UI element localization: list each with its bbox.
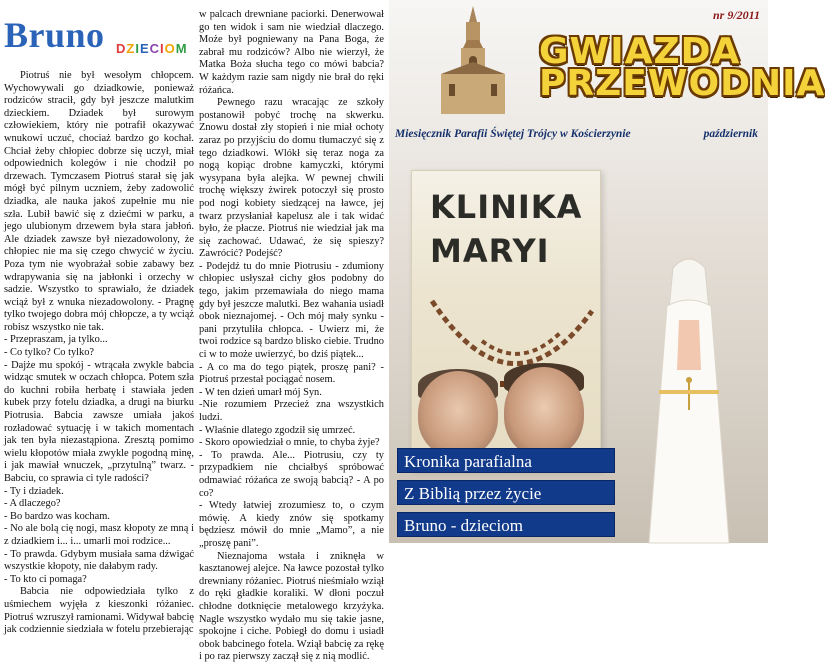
section-title: Bruno bbox=[4, 15, 105, 55]
paragraph: - Przepraszam, ja tylko... bbox=[4, 334, 108, 346]
section-link-biblia[interactable]: Z Biblią przez życie bbox=[397, 480, 615, 505]
badge-letter: C bbox=[149, 41, 161, 56]
mary-statue-icon bbox=[629, 250, 749, 543]
paragraph: - Ty i dziadek. bbox=[4, 485, 64, 497]
section-link-bruno[interactable]: Bruno - dzieciom bbox=[397, 512, 615, 537]
magazine-subtitle: Miesięcznik Parafii Świętej Trójcy w Kościerzynie bbox=[395, 128, 631, 140]
paragraph: - Co tylko? Co tylko? bbox=[4, 347, 95, 359]
banner-line-1: KLINIKA bbox=[430, 188, 583, 226]
banner-text bbox=[430, 185, 590, 273]
paragraph: Babcia nie odpowiedziała tylko z uśmiechem wyjęła z kieszonki różaniec. Piotruś wzruszył ramionami. Widywał babcię jak codziennie siedziała w fotelu przebierając bbox=[4, 586, 194, 636]
story-text-left bbox=[4, 70, 194, 637]
paragraph: - To prawda. Gdybym musiała sama dźwigać wszystkie kłopoty, nie dałabym rady. bbox=[4, 548, 194, 573]
paragraph: - A co ma do tego piątek, proszę pani? - Piotruś przestał pociągać nosem. bbox=[199, 361, 384, 386]
paragraph: - Dajże mu spokój - wtrącała zwykle babcia widząc smutek w oczach chłopca. Potem szła do kuchni robiła herbatę i stawiała jeden kubek przy fotelu dziadka, a drugi na biurku Piotrusia. Babcia zawsze umiała jakoś rozładować sytuację i w takich momentach jak ten była niezastąpiona. Zresztą pomimo wielu kłopotów miała zwykle pogodną minę, i jak mawiał wnuczek, „przytulną” twarz. - Babciu, co sprawia ci tyle radości? bbox=[4, 359, 194, 484]
cover-panel bbox=[389, 0, 825, 543]
badge-letter: I bbox=[160, 41, 165, 56]
badge-letter: E bbox=[139, 41, 150, 56]
child-photo bbox=[418, 371, 498, 457]
magazine-title bbox=[539, 31, 825, 104]
dzieciom-badge bbox=[116, 41, 188, 56]
paragraph: - Wtedy łatwiej zrozumiesz to, o czym mówię. A kiedy znów się spotkamy będziesz mówił do mnie „Mamo”, a nie „proszę pani”. bbox=[199, 500, 384, 549]
banner-line-2: MARYI bbox=[430, 232, 550, 270]
badge-letter: O bbox=[164, 41, 176, 56]
story-text-middle bbox=[199, 9, 384, 664]
paragraph: Pewnego razu wracając ze szkoły postanowił pobyć trochę na skwerku. Znowu dostał zły stopień i nie miał ochoty zaraz po przyjściu do domu tłumaczyć się z tego dziadkowi. Wlókł się teraz noga za nogą kopiąc drobne kamyczki, którymi wysypana była alejka. W pewnej chwili trochę większy żwirek potoczył się prosto pod nogi kobiety siedzącej na ławce, jej twarz przysłaniał kapelusz ale i tak widać było, że płacze. Piotruś nie wiedział jak ma się zachować. Udawać, że się spieszy? Zawrócić? Podejść? bbox=[199, 97, 384, 260]
badge-letter: D bbox=[116, 41, 127, 56]
paragraph: -Nie rozumiem Przecież zna wszystkich ludzi. bbox=[199, 399, 384, 423]
paragraph: - A dlaczego? bbox=[4, 498, 61, 510]
middle-column bbox=[199, 0, 384, 663]
paragraph: - No ale bolą cię nogi, masz kłopoty ze mną i z dziadkiem i... i... umarli moi rodzice... bbox=[4, 523, 194, 547]
church-icon bbox=[433, 4, 513, 114]
badge-letter: Z bbox=[126, 41, 136, 56]
paragraph: - Skoro opowiedział o mnie, to chyba żyje? bbox=[199, 437, 380, 449]
paragraph: w palcach drewniane paciorki. Denerwował go ten widok i sam nie wiedział dlaczego. Może był pogniewany na Pana Boga, że zabrał mu rodziców? Albo nie wierzył, że Matka Boża słucha tego co mówi babcia? W każdym razie sam nigdy nie brał do ręki różańca. bbox=[199, 9, 384, 96]
paragraph: - To kto ci pomaga? bbox=[4, 573, 87, 585]
magazine-title-line-1: GWIAZDA bbox=[539, 31, 741, 72]
paragraph: - W ten dzień umarł mój Syn. bbox=[199, 386, 322, 398]
child-photo bbox=[504, 367, 584, 457]
left-column bbox=[4, 0, 194, 636]
section-link-kronika[interactable]: Kronika parafialna bbox=[397, 448, 615, 473]
paragraph: Piotruś nie był wesołym chłopcem. Wychowywali go dziadkowie, ponieważ rodziców stracił, gdy był jeszcze malutkim dzieckiem. Dziadek był surowym człowiekiem, który nie potrafił okazywać wnukowi uczuć, chociaż bardzo go kochał. Chciał żeby chłopiec dobrze się uczył, miał odpowiednich kolegów i nie chodził po drzewach. Tymczasem Piotruś starał się jak mógł być pilnym uczniem, żeby zadowolić dziadka, ale nauka jakoś zupełnie mu nie szła. Lubił bawić się z dziećmi w parku, a jego ulubionym drzewem była stara jabłoń. Ale dziadek zawsze był niezadowolony, że chłopiec nie ma się czego chwycić w życiu. Poza tym nie wyobrażał sobie zabawy bez wdrapywania się na jabłonki i orzechy w sadzie. Wszystko to sprawiało, że dziadek wciąż był z wnuka niezadowolony. - Pragnę tylko twojego dobra mój chłopcze, a ty wciąż robisz wszystko nie tak. bbox=[4, 70, 194, 333]
issue-number: nr 9/2011 bbox=[712, 8, 760, 22]
badge-letter: I bbox=[135, 41, 140, 56]
magazine-title-line-2: PRZEWODNIA bbox=[539, 63, 825, 104]
paragraph: - To prawda. Ale... Piotrusiu, czy ty przypadkiem nie chciałbyś spróbować odmawiać różańca ze swoją babcią? - A po co? bbox=[199, 449, 384, 499]
issue-month: październik bbox=[703, 128, 758, 140]
klinika-banner bbox=[411, 170, 601, 470]
paragraph: - Właśnie dlatego zgodził się umrzeć. bbox=[199, 424, 356, 436]
paragraph: Nieznajoma wstała i zniknęła w kasztanowej alejce. Na ławce pozostał tylko drewniany różaniec. Piotruś nieśmiało wziął do ręki gładkie koraliki. W dłoni poczuł chłodne dotknięcie metalowego krzyżyka. Nagle wszystko wydało mu się takie jasne, spokojne i ciche. Pobiegł do domu i usiadł obok babcinego fotela. Wziął babcię za rękę i po raz pierwszy zaczął się z nią modlić. bbox=[199, 550, 384, 663]
badge-letter: M bbox=[175, 41, 188, 56]
paragraph: - Podejdź tu do mnie Piotrusiu - zdumiony chłopiec usłyszał cichy głos podobny do tego, jakim przemawiała do niego mama gdy był jeszcze malutki. Bez wahania usiadł obok nieznajomej. - Och mój mały synku - pani przytuliła chłopca. - Uwierz mi, że twoi rodzice są bardzo blisko ciebie. Trudno ci w to może uwierzyć, bo dziś piątek... bbox=[199, 260, 384, 361]
paragraph: - Bo bardzo was kocham. bbox=[4, 510, 110, 522]
